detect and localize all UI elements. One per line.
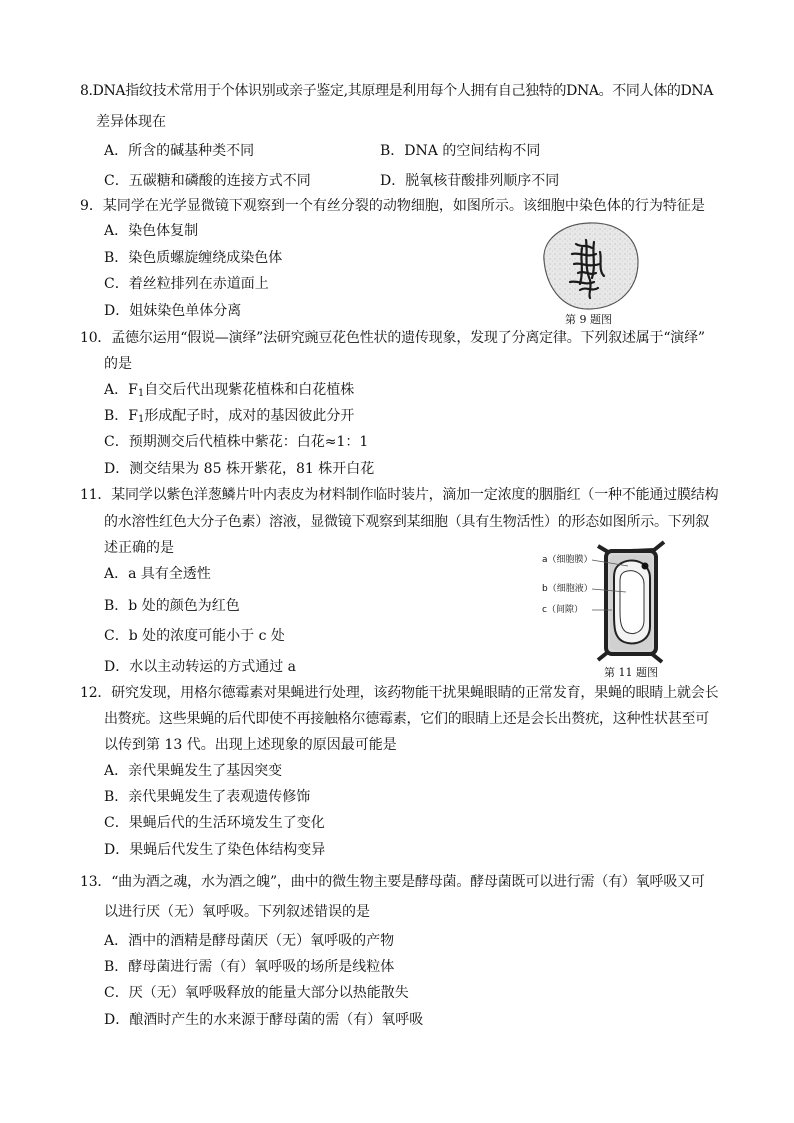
label-c-gap: c（间隙） [542, 605, 583, 615]
q8-option-d: D．脱氧核苷酸排列顺序不同 [380, 173, 560, 189]
q13-option-c: C．厌（无）氧呼吸释放的能量大部分以热能散失 [104, 985, 409, 1001]
q12-option-c: C．果蝇后代的生活环境发生了变化 [104, 815, 325, 831]
q9-option-d: D．姐妹染色单体分离 [104, 303, 242, 319]
q8-option-c: C．五碳糖和磷酸的连接方式不同 [104, 173, 311, 189]
label-b-vacuole: b（细胞液） [542, 584, 593, 594]
q11-option-a: A．a 具有全透性 [104, 566, 211, 582]
q11-stem-line2: 的水溶性红色大分子色素）溶液，显微镜下观察到某细胞（具有生物活性）的形态如图所示。下列叙 [104, 514, 709, 530]
q13-stem-line1: 13．“曲为酒之魂，水为酒之魄”，曲中的微生物主要是酵母菌。酵母菌既可以进行需（有）氧呼吸又可 [80, 874, 705, 890]
q8-stem-line1: 8.DNA指纹技术常用于个体识别或亲子鉴定,其原理是利用每个人拥有自己独特的DNA。不同人体的DNA [80, 83, 714, 99]
q9-stem: 9．某同学在光学显微镜下观察到一个有丝分裂的动物细胞，如图所示。该细胞中染色体的行为特征是 [80, 198, 705, 214]
q9-figure-caption: 第 9 题图 [565, 313, 612, 326]
q12-option-b: B．亲代果蝇发生了表观遗传修饰 [104, 789, 311, 805]
q10-stem-line2: 的是 [104, 356, 132, 372]
q11-stem-line3: 述正确的是 [104, 540, 174, 556]
q12-option-d: D．果蝇后代发生了染色体结构变异 [104, 842, 326, 858]
q13-stem-line2: 以进行厌（无）氧呼吸。下列叙述错误的是 [104, 904, 370, 920]
q11-stem-line1: 11．某同学以紫色洋葱鳞片叶内表皮为材料制作临时装片，滴加一定浓度的胭脂红（一种不能通过膜结构 [80, 487, 719, 503]
q10-option-c: C．预期测交后代植株中紫花：白花≈1：1 [104, 434, 369, 450]
q12-stem-line3: 以传到第 13 代。出现上述现象的原因最可能是 [104, 737, 397, 753]
q13-option-b: B．酵母菌进行需（有）氧呼吸的场所是线粒体 [104, 959, 395, 975]
q8-option-b: B．DNA 的空间结构不同 [380, 143, 541, 159]
q11-option-c: C．b 处的浓度可能小于 c 处 [104, 628, 285, 644]
q8-stem-line2: 差异体现在 [96, 114, 166, 130]
q10-stem-line1: 10．孟德尔运用“假说—演绎”法研究豌豆花色性状的遗传现象，发现了分离定律。下列叙述属于“演绎” [80, 330, 705, 346]
mitosis-cell-figure [534, 218, 644, 312]
q11-option-b: B．b 处的颜色为红色 [104, 598, 240, 614]
q9-option-a: A．染色体复制 [104, 223, 199, 239]
nucleus [642, 563, 649, 570]
q12-stem-line1: 12．研究发现，用格尔德霉素对果蝇进行处理，该药物能干扰果蝇眼睛的正常发育，果蝇的眼睛上就会长 [80, 685, 719, 701]
label-a-membrane: a（细胞膜） [542, 555, 593, 565]
q9-option-b: B．染色质螺旋缠绕成染色体 [104, 250, 283, 266]
q8-option-a: A．所含的碱基种类不同 [104, 143, 255, 159]
q10-option-d: D．测交结果为 85 株开紫花，81 株开白花 [104, 461, 375, 477]
q11-figure-caption: 第 11 题图 [604, 666, 658, 679]
figure-11-leaders [592, 552, 632, 612]
q12-option-a: A．亲代果蝇发生了基因突变 [104, 763, 283, 779]
q13-option-d: D．酿酒时产生的水来源于酵母菌的需（有）氧呼吸 [104, 1012, 424, 1028]
q12-stem-line2: 出赘疣。这些果蝇的后代即使不再接触格尔德霉素，它们的眼睛上还是会长出赘疣，这种性状甚至可 [104, 711, 709, 727]
q9-option-c: C．着丝粒排列在赤道面上 [104, 276, 269, 292]
q11-option-d: D．水以主动转运的方式通过 a [104, 659, 297, 675]
q13-option-a: A．酒中的酒精是酵母菌厌（无）氧呼吸的产物 [104, 933, 395, 949]
q10-option-b: B．$F_1$形成配子时，成对的基因彼此分开 [104, 408, 355, 425]
q10-option-a: A．$F_1$自交后代出现紫花植株和白花植株 [104, 382, 355, 399]
